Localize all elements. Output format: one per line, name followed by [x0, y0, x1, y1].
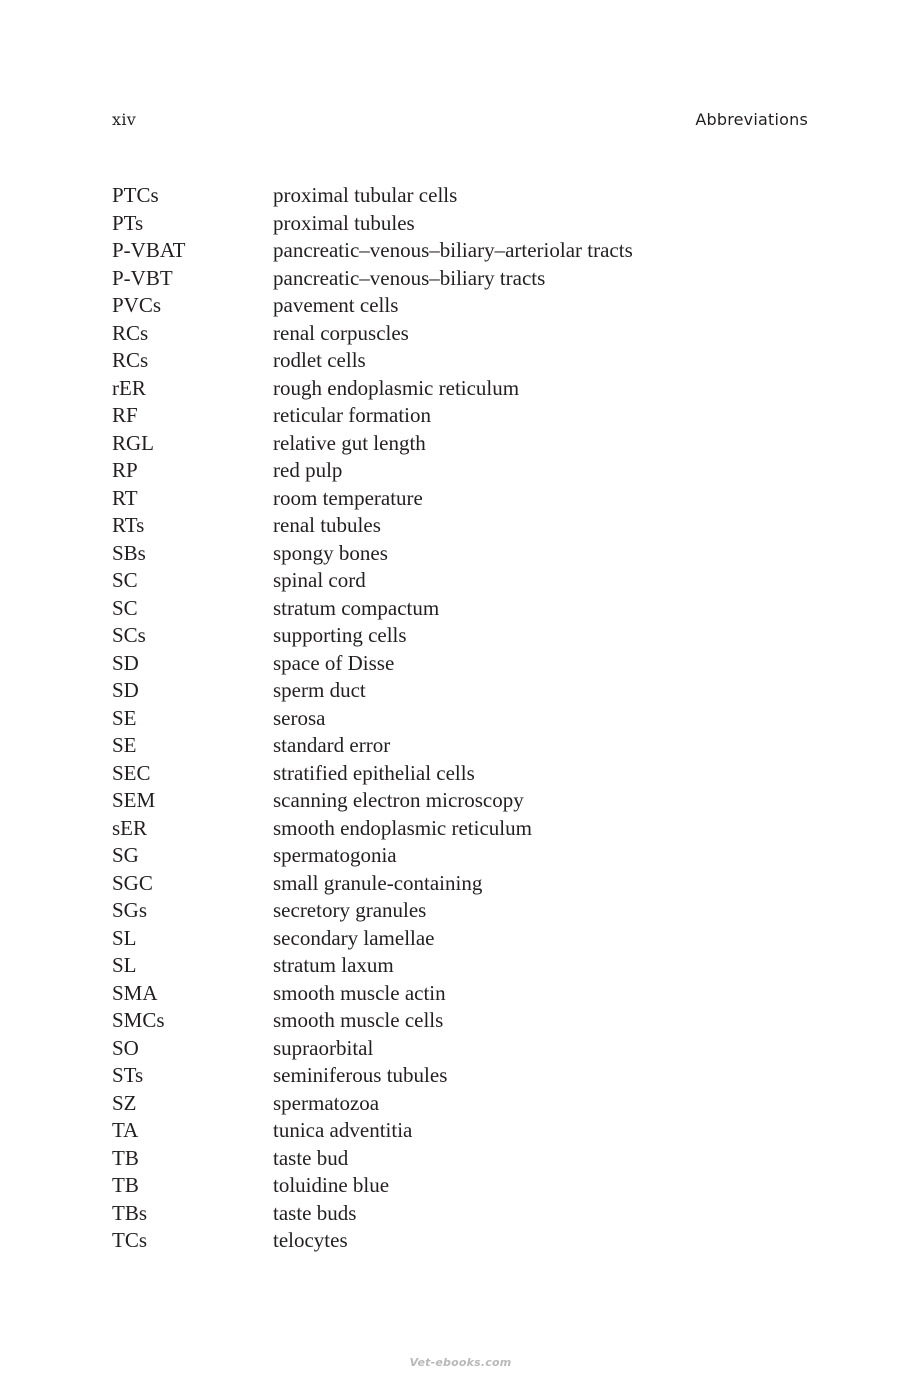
- abbreviation-row: [112, 485, 812, 513]
- abbreviation-term: SL: [112, 953, 137, 977]
- abbreviation-row: [112, 760, 812, 788]
- abbreviation-row: [112, 567, 812, 595]
- abbreviation-definition: toluidine blue: [273, 1173, 390, 1197]
- abbreviation-term: TCs: [112, 1228, 148, 1252]
- abbreviation-term: RTs: [112, 513, 145, 537]
- abbreviation-row: [112, 787, 812, 815]
- abbreviation-definition: spermatogonia: [273, 843, 397, 867]
- abbreviation-term: TBs: [112, 1200, 148, 1225]
- abbreviation-row: [112, 842, 812, 870]
- abbreviation-row: [112, 237, 812, 265]
- abbreviation-definition: secretory granules: [273, 898, 427, 922]
- abbreviation-definition: serosa: [273, 705, 326, 730]
- abbreviation-row: [112, 1145, 812, 1173]
- abbreviation-term: SD: [112, 678, 139, 702]
- running-head: [112, 110, 808, 132]
- abbreviation-row: [112, 1172, 812, 1200]
- page-number: xiv: [112, 110, 137, 129]
- abbreviation-row: [112, 980, 812, 1008]
- abbreviation-term: SE: [112, 705, 137, 730]
- abbreviation-row: [112, 595, 812, 623]
- abbreviation-definition: scanning electron microscopy: [273, 788, 524, 812]
- abbreviation-definition: secondary lamellae: [273, 925, 435, 950]
- abbreviation-definition: smooth muscle actin: [273, 980, 446, 1005]
- abbreviation-definition: rough endoplasmic reticulum: [273, 375, 520, 400]
- abbreviation-term: RCs: [112, 320, 149, 345]
- abbreviation-term: P-VBAT: [112, 238, 186, 262]
- abbreviation-definition: spermatozoa: [273, 1090, 380, 1115]
- abbreviation-definition: proximal tubular cells: [273, 183, 458, 207]
- abbreviation-term: SCs: [112, 623, 146, 647]
- abbreviation-term: SE: [112, 733, 137, 757]
- abbreviation-term: SGC: [112, 870, 153, 895]
- abbreviation-term: RGL: [112, 430, 154, 455]
- abbreviation-definition: supraorbital: [273, 1035, 374, 1060]
- abbreviation-list: [112, 182, 812, 1255]
- abbreviation-row: [112, 1200, 812, 1228]
- abbreviation-row: [112, 1007, 812, 1035]
- abbreviation-term: SD: [112, 650, 139, 675]
- abbreviation-row: [112, 952, 812, 980]
- abbreviation-definition: pancreatic–venous–biliary–arteriolar tracts: [273, 238, 633, 262]
- abbreviation-definition: pancreatic–venous–biliary tracts: [273, 265, 546, 290]
- abbreviation-row: [112, 870, 812, 898]
- abbreviation-row: [112, 347, 812, 375]
- abbreviation-term: RT: [112, 485, 138, 510]
- abbreviation-term: STs: [112, 1063, 144, 1087]
- abbreviation-definition: tunica adventitia: [273, 1118, 413, 1142]
- abbreviation-row: [112, 925, 812, 953]
- abbreviation-row: [112, 265, 812, 293]
- abbreviation-row: [112, 210, 812, 238]
- abbreviation-definition: stratified epithelial cells: [273, 760, 475, 785]
- abbreviation-definition: pavement cells: [273, 293, 399, 317]
- abbreviation-row: [112, 705, 812, 733]
- abbreviation-term: RF: [112, 403, 138, 427]
- abbreviation-term: RP: [112, 458, 138, 482]
- abbreviation-term: SGs: [112, 898, 148, 922]
- abbreviation-row: [112, 1062, 812, 1090]
- abbreviation-row: [112, 1117, 812, 1145]
- section-title: Abbreviations: [695, 110, 808, 129]
- abbreviation-definition: renal corpuscles: [273, 320, 409, 345]
- abbreviation-row: [112, 512, 812, 540]
- abbreviation-row: [112, 650, 812, 678]
- abbreviation-definition: proximal tubules: [273, 210, 415, 235]
- abbreviation-row: [112, 182, 812, 210]
- abbreviation-row: [112, 677, 812, 705]
- abbreviation-term: TA: [112, 1118, 139, 1142]
- abbreviation-row: [112, 320, 812, 348]
- abbreviation-definition: renal tubules: [273, 513, 381, 537]
- abbreviation-term: SO: [112, 1035, 139, 1060]
- abbreviation-term: TB: [112, 1173, 139, 1197]
- abbreviation-row: [112, 457, 812, 485]
- abbreviation-term: PVCs: [112, 293, 162, 317]
- abbreviation-row: [112, 402, 812, 430]
- abbreviation-definition: reticular formation: [273, 403, 432, 427]
- abbreviation-term: SBs: [112, 540, 146, 565]
- abbreviation-term: TB: [112, 1145, 139, 1170]
- abbreviation-definition: rodlet cells: [273, 348, 366, 372]
- abbreviation-row: [112, 540, 812, 568]
- abbreviation-definition: telocytes: [273, 1228, 348, 1252]
- abbreviation-term: P-VBT: [112, 265, 173, 290]
- abbreviation-definition: seminiferous tubules: [273, 1063, 448, 1087]
- abbreviation-term: SZ: [112, 1090, 137, 1115]
- abbreviation-definition: small granule-containing: [273, 870, 483, 895]
- abbreviation-row: [112, 1090, 812, 1118]
- abbreviation-row: [112, 897, 812, 925]
- abbreviation-term: PTs: [112, 210, 144, 235]
- abbreviation-term: SMA: [112, 980, 158, 1005]
- abbreviation-definition: supporting cells: [273, 623, 407, 647]
- abbreviation-row: [112, 430, 812, 458]
- abbreviation-definition: smooth endoplasmic reticulum: [273, 815, 532, 840]
- abbreviation-row: [112, 815, 812, 843]
- abbreviation-row: [112, 292, 812, 320]
- abbreviation-term: SMCs: [112, 1008, 165, 1032]
- abbreviation-term: SEM: [112, 788, 156, 812]
- watermark-logo: Vet-ebooks.com: [409, 1356, 512, 1369]
- abbreviation-definition: stratum compactum: [273, 595, 440, 620]
- abbreviation-definition: relative gut length: [273, 430, 426, 455]
- abbreviation-term: sER: [112, 815, 148, 840]
- abbreviation-row: [112, 1227, 812, 1255]
- abbreviation-definition: taste bud: [273, 1145, 349, 1170]
- abbreviation-term: SC: [112, 568, 138, 592]
- abbreviation-definition: spinal cord: [273, 568, 366, 592]
- abbreviation-term: PTCs: [112, 183, 159, 207]
- abbreviation-term: SG: [112, 843, 139, 867]
- abbreviation-definition: stratum laxum: [273, 953, 394, 977]
- abbreviation-term: rER: [112, 375, 146, 400]
- abbreviation-term: SC: [112, 595, 138, 620]
- abbreviation-definition: room temperature: [273, 485, 423, 510]
- abbreviation-definition: taste buds: [273, 1200, 357, 1225]
- abbreviation-term: RCs: [112, 348, 149, 372]
- abbreviation-definition: standard error: [273, 733, 391, 757]
- abbreviation-definition: space of Disse: [273, 650, 395, 675]
- abbreviation-definition: smooth muscle cells: [273, 1008, 444, 1032]
- abbreviation-row: [112, 1035, 812, 1063]
- abbreviation-definition: red pulp: [273, 458, 343, 482]
- abbreviation-definition: spongy bones: [273, 540, 388, 565]
- abbreviation-term: SEC: [112, 760, 151, 785]
- abbreviation-row: [112, 375, 812, 403]
- abbreviation-definition: sperm duct: [273, 678, 366, 702]
- abbreviation-term: SL: [112, 925, 137, 950]
- abbreviation-row: [112, 732, 812, 760]
- abbreviation-row: [112, 622, 812, 650]
